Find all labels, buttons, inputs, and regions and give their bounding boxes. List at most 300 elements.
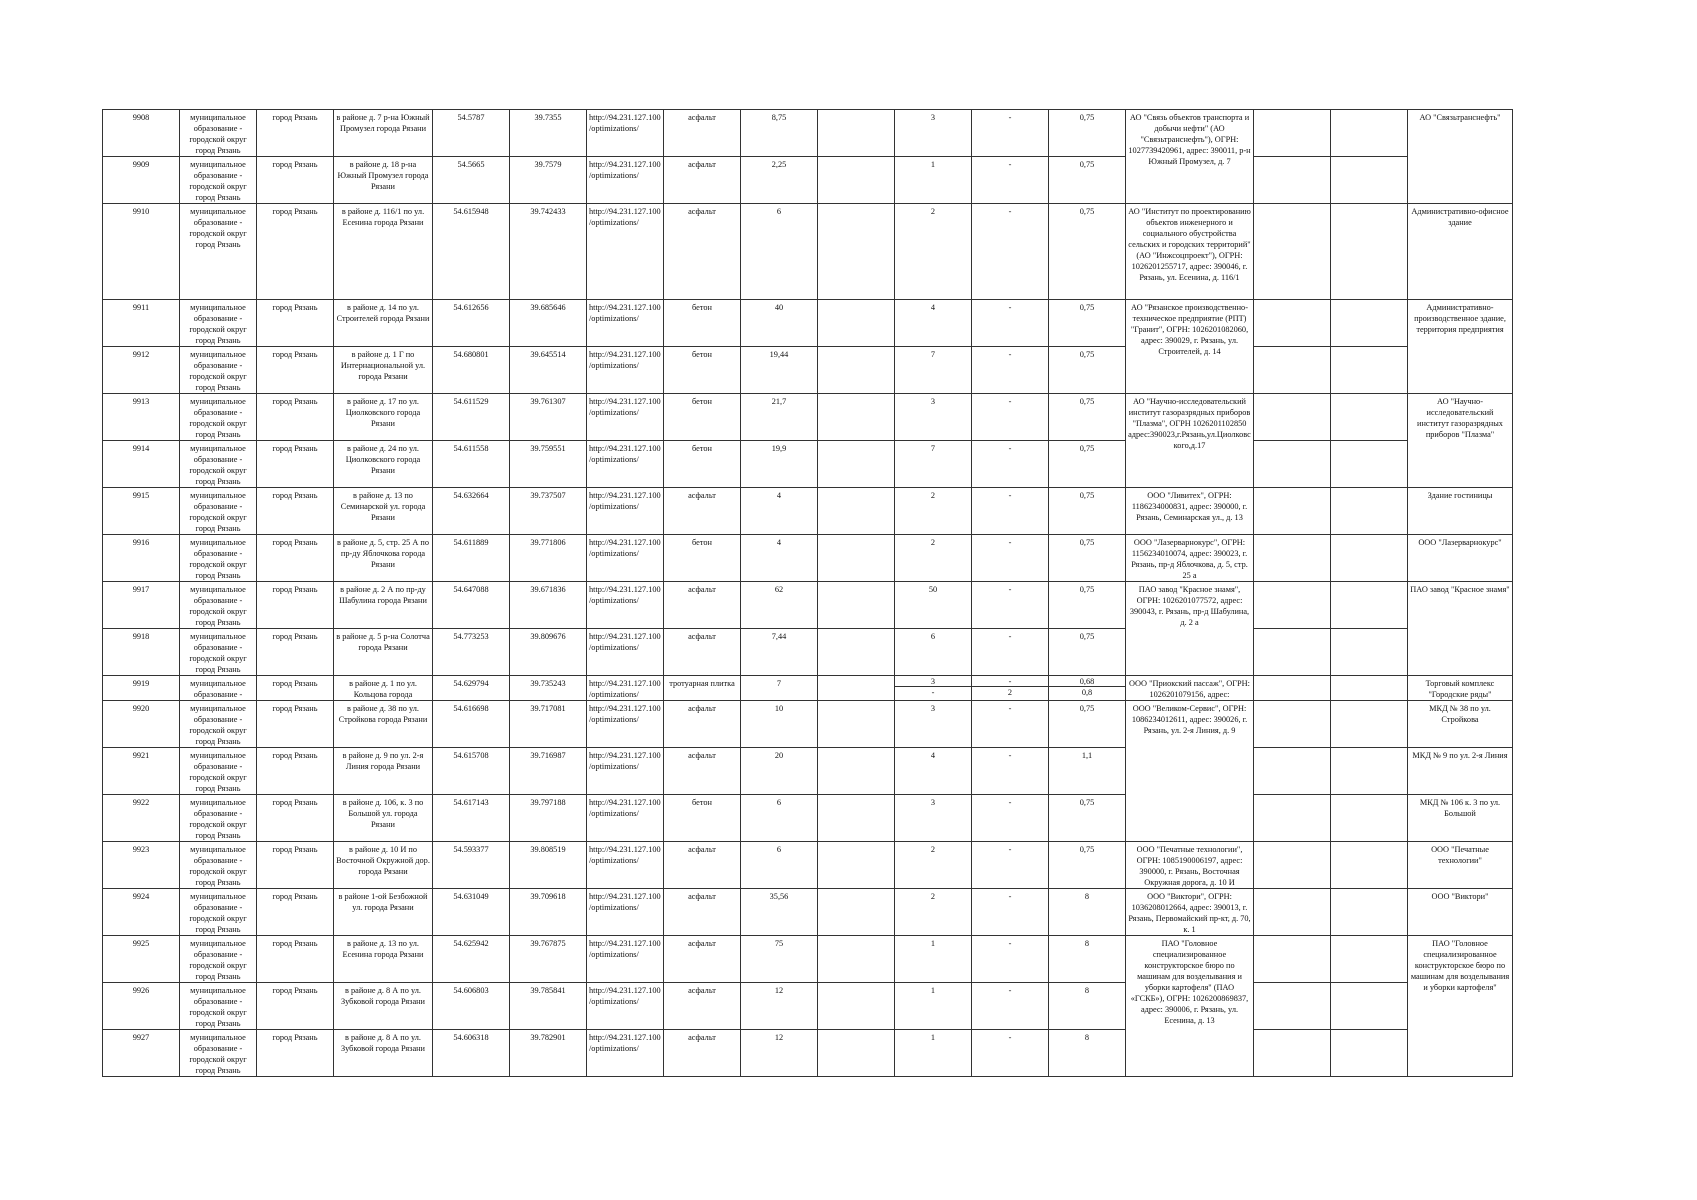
city-cell: город Рязань bbox=[257, 983, 334, 1030]
row-number: 9908 bbox=[103, 110, 180, 157]
owner-cell: АО "Рязанское производственно-техническое предприятие (РПТ) "Гранит", ОГРН: 1026201082060, адрес: 390029, г. Рязань, ул. Строителей, д. 14 bbox=[1126, 300, 1254, 394]
empty-cell bbox=[1254, 394, 1331, 441]
surface-cell: асфальт bbox=[664, 204, 741, 300]
address-cell: в районе д. 5 р-на Солотча города Рязани bbox=[334, 629, 433, 676]
area-cell: 6 bbox=[741, 204, 818, 300]
empty-cell bbox=[1331, 701, 1408, 748]
container-count-cell: 7 bbox=[895, 441, 972, 488]
container-count-cell: 4 bbox=[895, 748, 972, 795]
surface-cell: асфальт bbox=[664, 701, 741, 748]
table-row bbox=[103, 629, 1513, 676]
empty-cell bbox=[1331, 535, 1408, 582]
empty-cell bbox=[1254, 110, 1331, 157]
empty-cell bbox=[1254, 488, 1331, 535]
table-row bbox=[103, 488, 1513, 535]
table-row bbox=[103, 936, 1513, 983]
empty-cell bbox=[818, 394, 895, 441]
longitude-cell: 39.685646 bbox=[510, 300, 587, 347]
dash-cell: - bbox=[972, 347, 1049, 394]
table-row bbox=[103, 701, 1513, 748]
map-link[interactable]: http://94.231.127.100/optimizations/ bbox=[587, 110, 664, 157]
address-cell: в районе д. 1 Г по Интернациональной ул. города Рязани bbox=[334, 347, 433, 394]
empty-cell bbox=[818, 748, 895, 795]
area-cell: 7 bbox=[741, 676, 818, 701]
source-object-cell: ООО "Печатные технологии" bbox=[1408, 842, 1513, 889]
volume-cell: 8 bbox=[1049, 1030, 1126, 1077]
latitude-cell: 54.680801 bbox=[433, 347, 510, 394]
row-number: 9924 bbox=[103, 889, 180, 936]
empty-cell bbox=[1331, 676, 1408, 701]
owner-cell: ООО "Лазерварнокурс", ОГРН: 1156234010074, адрес: 390023, г. Рязань, пр-д Яблочкова, д. 5, стр. 25 а bbox=[1126, 535, 1254, 582]
city-cell: город Рязань bbox=[257, 300, 334, 347]
latitude-cell: 54.631049 bbox=[433, 889, 510, 936]
latitude-cell: 54.617143 bbox=[433, 795, 510, 842]
municipality-cell: муниципальное образование - bbox=[180, 676, 257, 701]
map-link[interactable]: http://94.231.127.100/optimizations/ bbox=[587, 701, 664, 748]
row-number: 9912 bbox=[103, 347, 180, 394]
container-count-cell: 2 bbox=[895, 488, 972, 535]
empty-cell bbox=[1254, 157, 1331, 204]
volume-cell: 0,75 bbox=[1049, 795, 1126, 842]
source-object-cell: Торговый комплекс "Городские ряды" bbox=[1408, 676, 1513, 701]
volume-cell: 0,75 bbox=[1049, 394, 1126, 441]
empty-cell bbox=[1254, 1030, 1331, 1077]
address-cell: в районе д. 13 по Семинарской ул. города Рязани bbox=[334, 488, 433, 535]
volume-cell: 0,75 bbox=[1049, 701, 1126, 748]
volume-cell: 0,75 bbox=[1049, 347, 1126, 394]
volume-cell: 0,75 bbox=[1049, 300, 1126, 347]
empty-cell bbox=[1331, 394, 1408, 441]
empty-cell bbox=[818, 936, 895, 983]
map-link[interactable]: http://94.231.127.100/optimizations/ bbox=[587, 535, 664, 582]
empty-cell bbox=[818, 889, 895, 936]
row-number: 9915 bbox=[103, 488, 180, 535]
municipality-cell: муниципальное образование - городской округ город Рязань bbox=[180, 441, 257, 488]
container-count-cell: 3 bbox=[895, 795, 972, 842]
latitude-cell: 54.616698 bbox=[433, 701, 510, 748]
surface-cell: асфальт bbox=[664, 889, 741, 936]
longitude-cell: 39.735243 bbox=[510, 676, 587, 701]
empty-cell bbox=[1331, 582, 1408, 629]
surface-cell: асфальт bbox=[664, 110, 741, 157]
owner-cell: АО "Связь объектов транспорта и добычи нефти" (АО "Связьтранснефть"), ОГРН: 1027739420961, адрес: 390011, р-н Южный Промузел, д. 7 bbox=[1126, 110, 1254, 204]
area-cell: 4 bbox=[741, 488, 818, 535]
empty-cell bbox=[1254, 582, 1331, 629]
empty-cell bbox=[1331, 488, 1408, 535]
address-cell: в районе д. 7 р-на Южный Промузел города Рязани bbox=[334, 110, 433, 157]
municipality-cell: муниципальное образование - городской округ город Рязань bbox=[180, 748, 257, 795]
latitude-cell: 54.615948 bbox=[433, 204, 510, 300]
empty-cell bbox=[818, 204, 895, 300]
row-number: 9913 bbox=[103, 394, 180, 441]
latitude-cell: 54.773253 bbox=[433, 629, 510, 676]
map-link[interactable]: http://94.231.127.100/optimizations/ bbox=[587, 983, 664, 1030]
row-number: 9920 bbox=[103, 701, 180, 748]
empty-cell bbox=[818, 842, 895, 889]
empty-cell bbox=[1331, 157, 1408, 204]
map-link[interactable]: http://94.231.127.100/optimizations/ bbox=[587, 936, 664, 983]
latitude-cell: 54.615708 bbox=[433, 748, 510, 795]
row-number: 9921 bbox=[103, 748, 180, 795]
longitude-cell: 39.759551 bbox=[510, 441, 587, 488]
container-count-cell: 3 bbox=[895, 701, 972, 748]
container-count-cell: 50 bbox=[895, 582, 972, 629]
row-number: 9918 bbox=[103, 629, 180, 676]
container-count-cell: 2 bbox=[895, 842, 972, 889]
volume-cell-primary: 0,68 bbox=[1049, 676, 1125, 687]
owner-cell: ПАО "Головное специализированное конструкторское бюро по машинам для возделывания и уборки картофеля" (ПАО «ГСКБ»), ОГРН: 1026200869837, адрес: 390006, г. Рязань, ул. Есенина, д. 13 bbox=[1126, 936, 1254, 1077]
surface-cell: асфальт bbox=[664, 1030, 741, 1077]
empty-cell bbox=[818, 157, 895, 204]
volume-cell: 0,75 bbox=[1049, 535, 1126, 582]
table-row bbox=[103, 535, 1513, 582]
source-object-cell: ООО "Лазерварнокурс" bbox=[1408, 535, 1513, 582]
address-cell: в районе д. 1 по ул. Кольцова города bbox=[334, 676, 433, 701]
volume-cell: 8 bbox=[1049, 889, 1126, 936]
longitude-cell: 39.782901 bbox=[510, 1030, 587, 1077]
dash-cell: - bbox=[972, 889, 1049, 936]
surface-cell: тротуарная плитка bbox=[664, 676, 741, 701]
empty-cell bbox=[818, 535, 895, 582]
municipality-cell: муниципальное образование - городской округ город Рязань bbox=[180, 535, 257, 582]
map-link[interactable]: http://94.231.127.100/optimizations/ bbox=[587, 347, 664, 394]
longitude-cell: 39.717081 bbox=[510, 701, 587, 748]
empty-cell bbox=[818, 300, 895, 347]
longitude-cell: 39.771806 bbox=[510, 535, 587, 582]
map-link[interactable]: http://94.231.127.100/optimizations/ bbox=[587, 676, 664, 701]
map-link[interactable]: http://94.231.127.100/optimizations/ bbox=[587, 300, 664, 347]
dash-cell: - bbox=[972, 842, 1049, 889]
empty-cell bbox=[1254, 983, 1331, 1030]
area-cell: 2,25 bbox=[741, 157, 818, 204]
longitude-cell: 39.671836 bbox=[510, 582, 587, 629]
container-count-cell: 3 bbox=[895, 394, 972, 441]
dash-cell: - bbox=[972, 983, 1049, 1030]
table-row bbox=[103, 110, 1513, 157]
surface-cell: бетон bbox=[664, 300, 741, 347]
area-cell: 6 bbox=[741, 795, 818, 842]
owner-cell: АО "Научно-исследовательский институт газоразрядных приборов "Плазма", ОГРН 1026201102850 адрес:390023,г.Рязань,ул.Циолковского,д.17 bbox=[1126, 394, 1254, 488]
map-link[interactable]: http://94.231.127.100/optimizations/ bbox=[587, 748, 664, 795]
owner-cell: ПАО завод "Красное знамя", ОГРН: 1026201077572, адрес: 390043, г. Рязань, пр-д Шабулина, д. 2 а bbox=[1126, 582, 1254, 676]
surface-cell: бетон bbox=[664, 441, 741, 488]
volume-cell: 8 bbox=[1049, 936, 1126, 983]
city-cell: город Рязань bbox=[257, 936, 334, 983]
dash-cell: - bbox=[972, 535, 1049, 582]
longitude-cell: 39.797188 bbox=[510, 795, 587, 842]
latitude-cell: 54.611889 bbox=[433, 535, 510, 582]
dash-cell-secondary: 2 bbox=[1007, 688, 1013, 697]
address-cell: в районе д. 9 по ул. 2-я Линия города Рязани bbox=[334, 748, 433, 795]
longitude-cell: 39.709618 bbox=[510, 889, 587, 936]
row-number: 9917 bbox=[103, 582, 180, 629]
city-cell: город Рязань bbox=[257, 582, 334, 629]
empty-cell bbox=[1331, 110, 1408, 157]
volume-cell: 1,1 bbox=[1049, 748, 1126, 795]
owner-cell: ООО "Печатные технологии", ОГРН: 1085190006197, адрес: 390000, г. Рязань, Восточная Окружная дорога, д. 10 И bbox=[1126, 842, 1254, 889]
address-cell: в районе 1-ой Безбожной ул. города Рязани bbox=[334, 889, 433, 936]
municipality-cell: муниципальное образование - городской округ город Рязань bbox=[180, 347, 257, 394]
volume-cell: 0,75 bbox=[1049, 204, 1126, 300]
city-cell: город Рязань bbox=[257, 676, 334, 701]
empty-cell bbox=[1331, 441, 1408, 488]
dash-cell: - bbox=[972, 110, 1049, 157]
surface-cell: бетон bbox=[664, 535, 741, 582]
city-cell: город Рязань bbox=[257, 441, 334, 488]
empty-cell bbox=[818, 629, 895, 676]
map-link[interactable]: http://94.231.127.100/optimizations/ bbox=[587, 394, 664, 441]
area-cell: 62 bbox=[741, 582, 818, 629]
volume-cell: 0,75 bbox=[1049, 842, 1126, 889]
area-cell: 40 bbox=[741, 300, 818, 347]
map-link[interactable]: http://94.231.127.100/optimizations/ bbox=[587, 842, 664, 889]
row-number: 9926 bbox=[103, 983, 180, 1030]
area-cell: 7,44 bbox=[741, 629, 818, 676]
city-cell: город Рязань bbox=[257, 157, 334, 204]
empty-cell bbox=[818, 983, 895, 1030]
longitude-cell: 39.645514 bbox=[510, 347, 587, 394]
container-count-cell: 1 bbox=[895, 936, 972, 983]
owner-cell: ООО "Ливитех", ОГРН: 1186234000831, адрес: 390000, г. Рязань, Семинарская ул., д. 13 bbox=[1126, 488, 1254, 535]
table-row bbox=[103, 582, 1513, 629]
empty-cell bbox=[818, 441, 895, 488]
municipality-cell: муниципальное образование - городской округ город Рязань bbox=[180, 582, 257, 629]
longitude-cell: 39.7355 bbox=[510, 110, 587, 157]
area-cell: 21,7 bbox=[741, 394, 818, 441]
surface-cell: бетон bbox=[664, 394, 741, 441]
container-count-cell-secondary: - bbox=[931, 688, 935, 697]
municipality-cell: муниципальное образование - городской округ город Рязань bbox=[180, 936, 257, 983]
container-count-cell: 1 bbox=[895, 1030, 972, 1077]
table-row bbox=[103, 842, 1513, 889]
row-number: 9922 bbox=[103, 795, 180, 842]
dash-cell: - bbox=[972, 629, 1049, 676]
empty-cell bbox=[1254, 347, 1331, 394]
owner-cell: ООО "Приокский пассаж", ОГРН: 1026201079156, адрес: bbox=[1126, 676, 1254, 701]
map-link[interactable]: http://94.231.127.100/optimizations/ bbox=[587, 1030, 664, 1077]
container-count-cell: 4 bbox=[895, 300, 972, 347]
surface-cell: асфальт bbox=[664, 936, 741, 983]
map-link[interactable]: http://94.231.127.100/optimizations/ bbox=[587, 795, 664, 842]
empty-cell bbox=[1254, 204, 1331, 300]
address-cell: в районе д. 106, к. 3 по Большой ул. города Рязани bbox=[334, 795, 433, 842]
table-row bbox=[103, 157, 1513, 204]
source-object-cell: Административно-производственное здание, территория предприятия bbox=[1408, 300, 1513, 394]
empty-cell bbox=[818, 795, 895, 842]
registry-table bbox=[102, 109, 1513, 1077]
map-link[interactable]: http://94.231.127.100/optimizations/ bbox=[587, 157, 664, 204]
city-cell: город Рязань bbox=[257, 535, 334, 582]
municipality-cell: муниципальное образование - городской округ город Рязань bbox=[180, 488, 257, 535]
municipality-cell: муниципальное образование - городской округ город Рязань bbox=[180, 629, 257, 676]
table-row bbox=[103, 1030, 1513, 1077]
container-count-cell bbox=[895, 676, 972, 701]
area-cell: 8,75 bbox=[741, 110, 818, 157]
address-cell: в районе д. 8 А по ул. Зубковой города Рязани bbox=[334, 983, 433, 1030]
area-cell: 4 bbox=[741, 535, 818, 582]
empty-cell bbox=[1331, 983, 1408, 1030]
latitude-cell: 54.632664 bbox=[433, 488, 510, 535]
empty-cell bbox=[1254, 842, 1331, 889]
volume-cell: 0,75 bbox=[1049, 488, 1126, 535]
city-cell: город Рязань bbox=[257, 347, 334, 394]
owner-cell: ООО "Виктори", ОГРН: 1036208012664, адрес: 390013, г. Рязань, Первомайский пр-кт, д. 70, к. 1 bbox=[1126, 889, 1254, 936]
dash-cell: - bbox=[972, 488, 1049, 535]
row-number: 9910 bbox=[103, 204, 180, 300]
volume-cell: 8 bbox=[1049, 983, 1126, 1030]
municipality-cell: муниципальное образование - городской округ город Рязань bbox=[180, 394, 257, 441]
latitude-cell: 54.5665 bbox=[433, 157, 510, 204]
dash-cell: - bbox=[972, 795, 1049, 842]
municipality-cell: муниципальное образование - городской округ город Рязань bbox=[180, 110, 257, 157]
municipality-cell: муниципальное образование - городской округ город Рязань bbox=[180, 889, 257, 936]
longitude-cell: 39.742433 bbox=[510, 204, 587, 300]
container-count-cell: 1 bbox=[895, 157, 972, 204]
empty-cell bbox=[1331, 204, 1408, 300]
source-object-cell: ООО "Виктори" bbox=[1408, 889, 1513, 936]
container-count-cell: 1 bbox=[895, 983, 972, 1030]
city-cell: город Рязань bbox=[257, 842, 334, 889]
empty-cell bbox=[1254, 701, 1331, 748]
address-cell: в районе д. 18 р-на Южный Промузел города Рязани bbox=[334, 157, 433, 204]
address-cell: в районе д. 8 А по ул. Зубковой города Рязани bbox=[334, 1030, 433, 1077]
surface-cell: асфальт bbox=[664, 488, 741, 535]
city-cell: город Рязань bbox=[257, 701, 334, 748]
source-object-cell: МКД № 9 по ул. 2-я Линия bbox=[1408, 748, 1513, 795]
city-cell: город Рязань bbox=[257, 629, 334, 676]
empty-cell bbox=[818, 488, 895, 535]
surface-cell: асфальт bbox=[664, 842, 741, 889]
longitude-cell: 39.809676 bbox=[510, 629, 587, 676]
address-cell: в районе д. 38 по ул. Стройкова города Рязани bbox=[334, 701, 433, 748]
surface-cell: асфальт bbox=[664, 157, 741, 204]
volume-cell bbox=[1049, 676, 1126, 701]
empty-cell bbox=[1331, 795, 1408, 842]
dash-cell: - bbox=[972, 157, 1049, 204]
map-link[interactable]: http://94.231.127.100/optimizations/ bbox=[587, 582, 664, 629]
map-link[interactable]: http://94.231.127.100/optimizations/ bbox=[587, 629, 664, 676]
container-count-cell: 2 bbox=[895, 889, 972, 936]
city-cell: город Рязань bbox=[257, 488, 334, 535]
address-cell: в районе д. 14 по ул. Строителей города Рязани bbox=[334, 300, 433, 347]
row-number: 9927 bbox=[103, 1030, 180, 1077]
city-cell: город Рязань bbox=[257, 889, 334, 936]
latitude-cell: 54.629794 bbox=[433, 676, 510, 701]
empty-cell bbox=[1254, 889, 1331, 936]
area-cell: 35,56 bbox=[741, 889, 818, 936]
dash-cell: - bbox=[972, 441, 1049, 488]
owner-cell: ООО "Великом-Сервис", ОГРН: 1086234012611, адрес: 390026, г. Рязань, ул. 2-я Линия, д. 9 bbox=[1126, 701, 1254, 842]
map-link[interactable]: http://94.231.127.100/optimizations/ bbox=[587, 889, 664, 936]
area-cell: 12 bbox=[741, 1030, 818, 1077]
table-row bbox=[103, 204, 1513, 300]
empty-cell bbox=[1331, 300, 1408, 347]
map-link[interactable]: http://94.231.127.100/optimizations/ bbox=[587, 441, 664, 488]
table-row bbox=[103, 983, 1513, 1030]
source-object-cell: Здание гостиницы bbox=[1408, 488, 1513, 535]
latitude-cell: 54.606803 bbox=[433, 983, 510, 1030]
empty-cell bbox=[1254, 441, 1331, 488]
container-count-cell: 3 bbox=[895, 110, 972, 157]
source-object-cell: МКД № 38 по ул. Стройкова bbox=[1408, 701, 1513, 748]
empty-cell bbox=[1254, 795, 1331, 842]
row-number: 9914 bbox=[103, 441, 180, 488]
map-link[interactable]: http://94.231.127.100/optimizations/ bbox=[587, 204, 664, 300]
municipality-cell: муниципальное образование - городской округ город Рязань bbox=[180, 842, 257, 889]
surface-cell: бетон bbox=[664, 795, 741, 842]
empty-cell bbox=[1331, 889, 1408, 936]
latitude-cell: 54.5787 bbox=[433, 110, 510, 157]
row-number: 9923 bbox=[103, 842, 180, 889]
empty-cell bbox=[1331, 842, 1408, 889]
area-cell: 19,9 bbox=[741, 441, 818, 488]
dash-cell: - bbox=[972, 394, 1049, 441]
row-number: 9911 bbox=[103, 300, 180, 347]
table-row bbox=[103, 748, 1513, 795]
table-row bbox=[103, 441, 1513, 488]
municipality-cell: муниципальное образование - городской округ город Рязань bbox=[180, 204, 257, 300]
address-cell: в районе д. 10 И по Восточной Окружной дор. города Рязани bbox=[334, 842, 433, 889]
dash-cell: - bbox=[972, 300, 1049, 347]
dash-cell: - bbox=[972, 204, 1049, 300]
dash-cell: - bbox=[972, 701, 1049, 748]
empty-cell bbox=[1254, 535, 1331, 582]
owner-cell: АО "Институт по проектированию объектов инженерного и социального обустройства сельских и городских территорий" (АО "Инжсоцпроект"), ОГРН: 1026201255717, адрес: 390046, г. Рязань, ул. Есенина, д. 116/1 bbox=[1126, 204, 1254, 300]
empty-cell bbox=[818, 582, 895, 629]
dash-cell bbox=[972, 676, 1049, 701]
surface-cell: асфальт bbox=[664, 748, 741, 795]
empty-cell bbox=[1254, 676, 1331, 701]
dash-cell: - bbox=[972, 582, 1049, 629]
table-row bbox=[103, 347, 1513, 394]
longitude-cell: 39.716987 bbox=[510, 748, 587, 795]
dash-cell-primary: - bbox=[972, 676, 1048, 687]
table-body bbox=[103, 110, 1513, 1077]
surface-cell: асфальт bbox=[664, 582, 741, 629]
city-cell: город Рязань bbox=[257, 795, 334, 842]
volume-cell: 0,75 bbox=[1049, 157, 1126, 204]
container-count-cell-primary: 3 bbox=[895, 676, 971, 687]
empty-cell bbox=[818, 110, 895, 157]
latitude-cell: 54.611558 bbox=[433, 441, 510, 488]
address-cell: в районе д. 17 по ул. Циолковского города Рязани bbox=[334, 394, 433, 441]
table-row bbox=[103, 676, 1513, 701]
empty-cell bbox=[1331, 1030, 1408, 1077]
source-object-cell: Административно-офисное здание bbox=[1408, 204, 1513, 300]
table-row bbox=[103, 300, 1513, 347]
source-object-cell: АО "Научно-исследовательский институт газоразрядных приборов "Плазма" bbox=[1408, 394, 1513, 488]
volume-cell: 0,75 bbox=[1049, 629, 1126, 676]
municipality-cell: муниципальное образование - городской округ город Рязань bbox=[180, 300, 257, 347]
source-object-cell: МКД № 106 к. 3 по ул. Большой bbox=[1408, 795, 1513, 842]
source-object-cell: АО "Связьтранснефть" bbox=[1408, 110, 1513, 204]
empty-cell bbox=[1254, 629, 1331, 676]
area-cell: 12 bbox=[741, 983, 818, 1030]
empty-cell bbox=[1254, 300, 1331, 347]
volume-cell: 0,75 bbox=[1049, 110, 1126, 157]
table-row bbox=[103, 889, 1513, 936]
empty-cell bbox=[1254, 936, 1331, 983]
latitude-cell: 54.625942 bbox=[433, 936, 510, 983]
table-row bbox=[103, 394, 1513, 441]
source-object-cell: ПАО "Головное специализированное конструкторское бюро по машинам для возделывания и уборки картофеля" bbox=[1408, 936, 1513, 1077]
row-number: 9919 bbox=[103, 676, 180, 701]
map-link[interactable]: http://94.231.127.100/optimizations/ bbox=[587, 488, 664, 535]
city-cell: город Рязань bbox=[257, 394, 334, 441]
row-number: 9916 bbox=[103, 535, 180, 582]
volume-cell-secondary: 0,8 bbox=[1081, 688, 1093, 697]
longitude-cell: 39.737507 bbox=[510, 488, 587, 535]
